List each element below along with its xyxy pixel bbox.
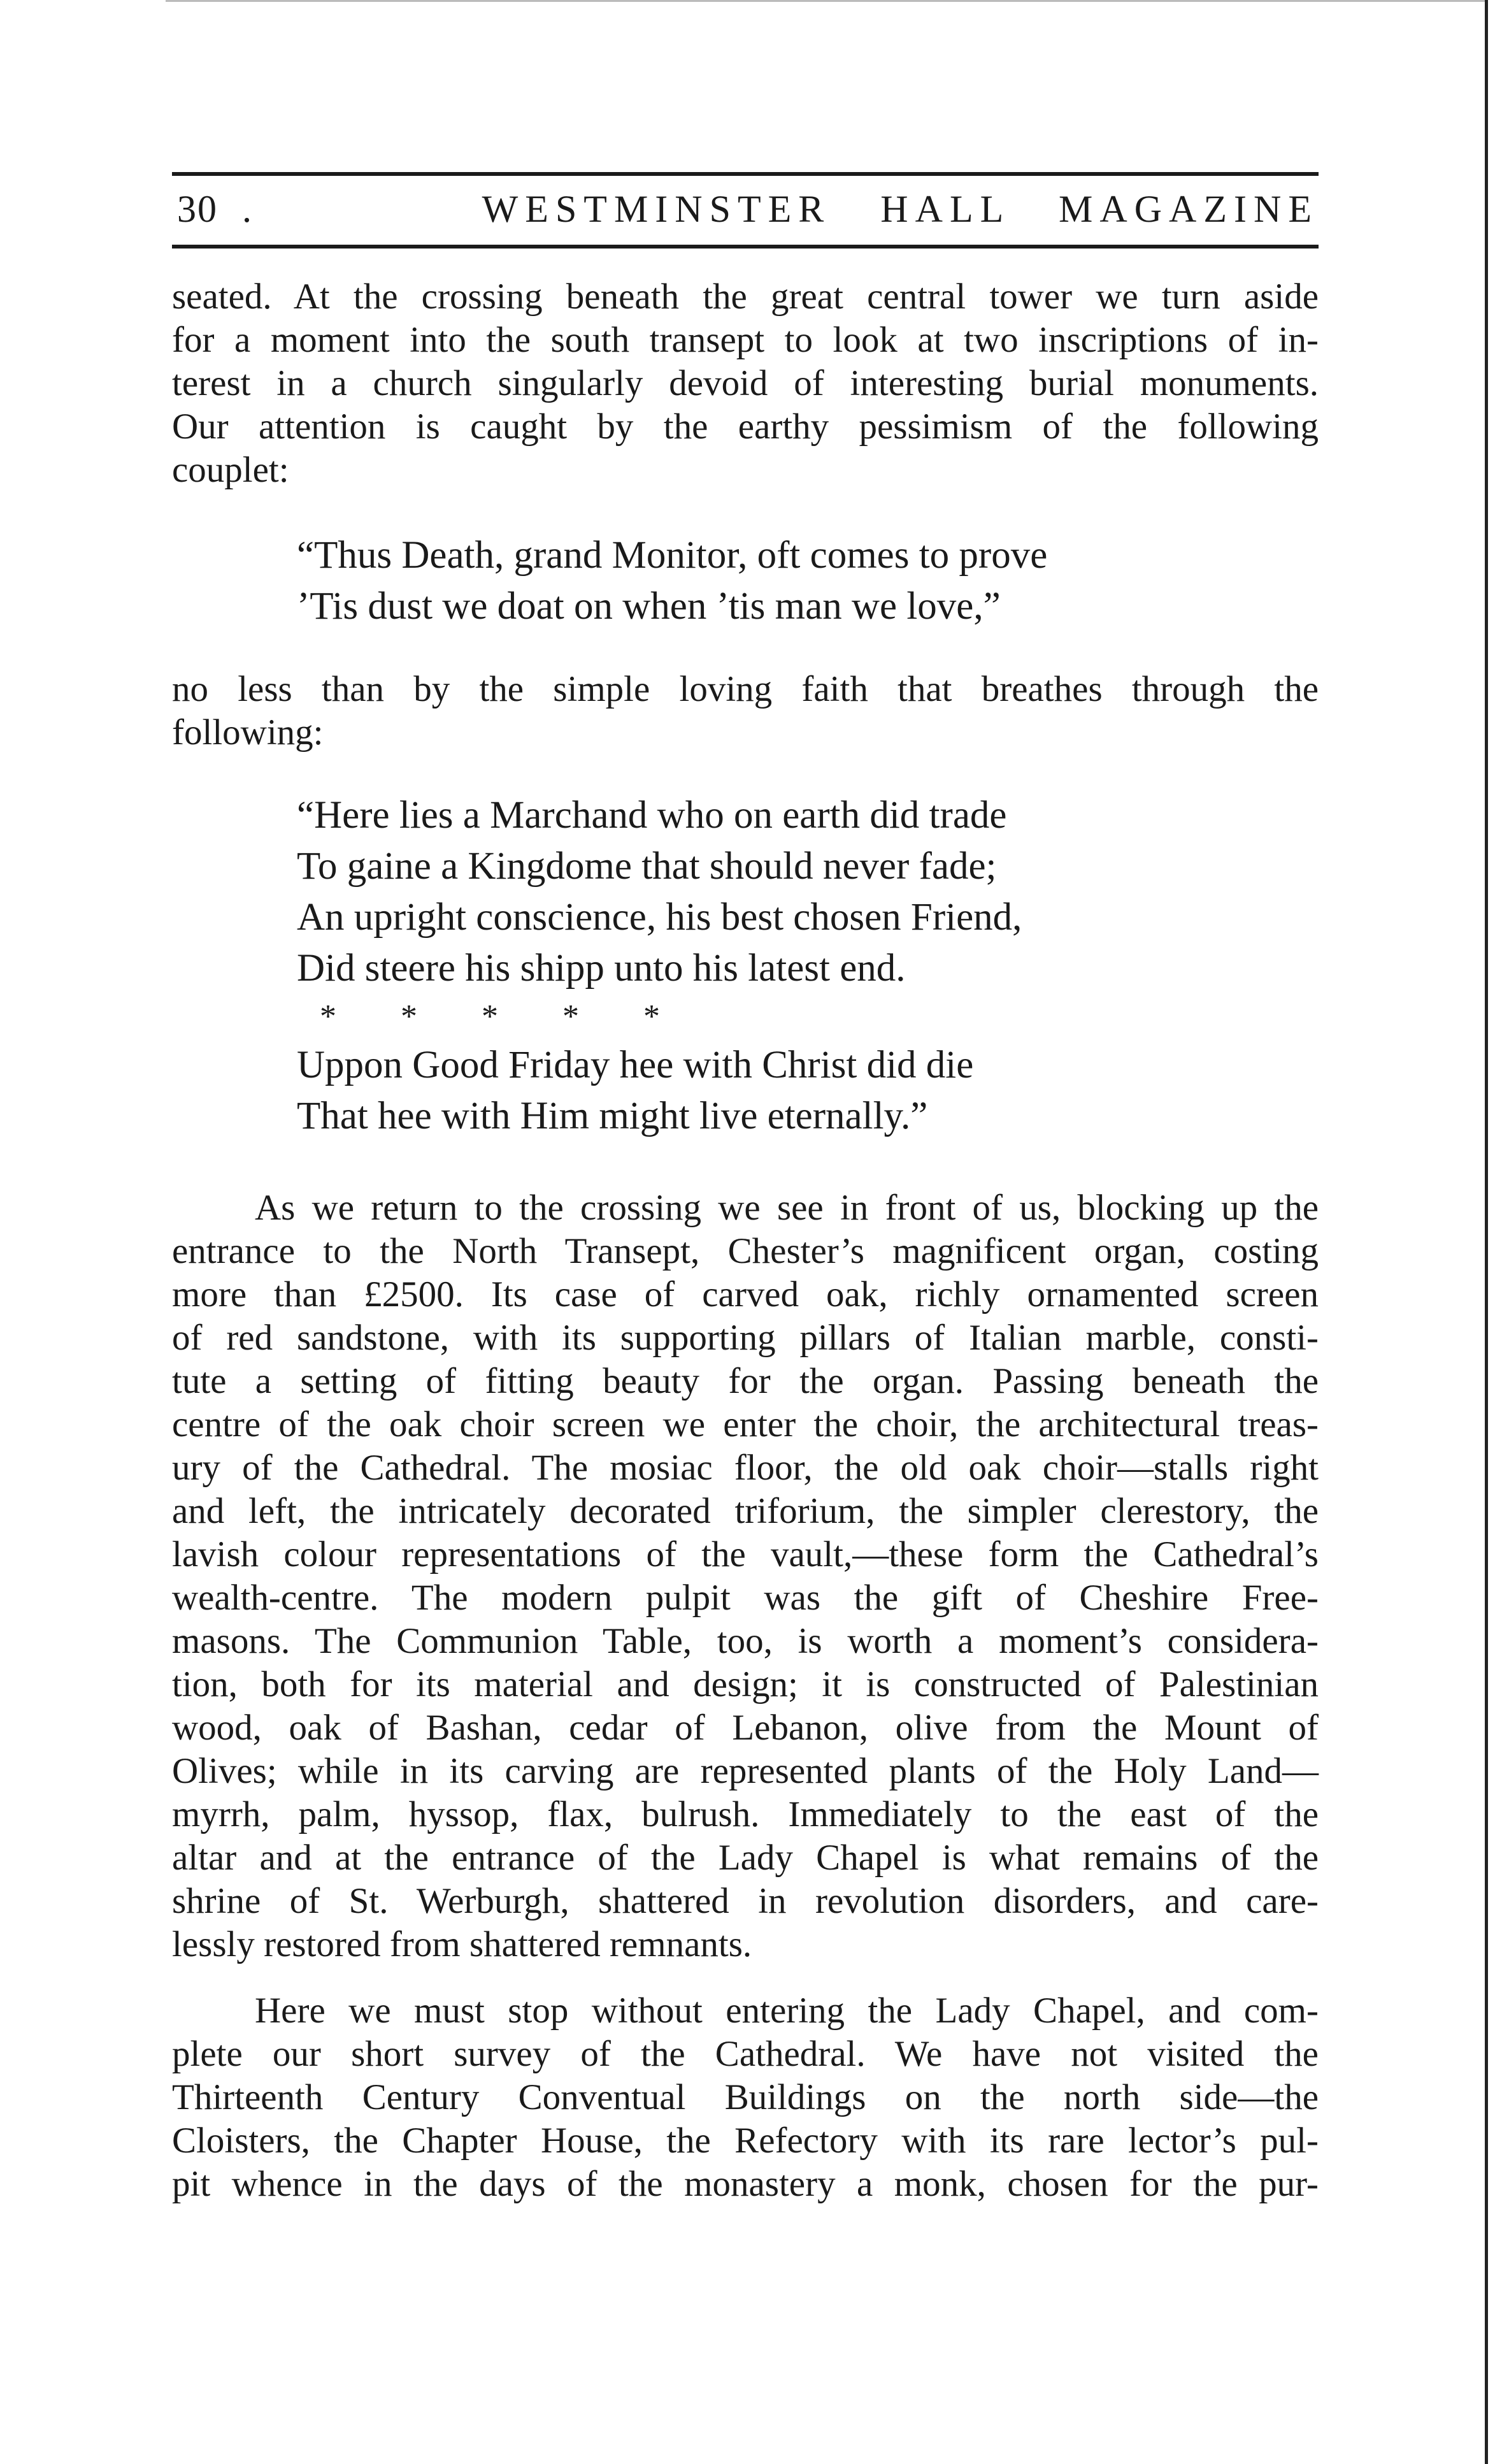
ornamental-stars: * * * * *	[320, 998, 688, 1035]
text-line: tion, both for its material and design; it is constructed of Palestinian	[172, 1664, 1319, 1704]
text-line: wood, oak of Bashan, cedar of Lebanon, olive from the Mount of	[172, 1708, 1319, 1748]
text-line: tute a setting of fitting beauty for the organ. Passing beneath the	[172, 1361, 1319, 1401]
text-line: lavish colour representations of the vault,—these form the Cathedral’s	[172, 1534, 1319, 1574]
verse-line: “Here lies a Marchand who on earth did trade	[297, 794, 1007, 837]
verse-line: Uppon Good Friday hee with Christ did die	[297, 1044, 974, 1086]
verse-couplet	[172, 530, 1319, 632]
header-separator: .	[242, 188, 252, 230]
text-line: more than £2500. Its case of carved oak, richly ornamented screen	[172, 1274, 1319, 1315]
text-line: masons. The Communion Table, too, is worth a moment’s considera-	[172, 1621, 1319, 1661]
page-number: 30	[177, 188, 218, 230]
paragraph-3	[172, 1186, 1319, 1966]
verse-line: Did steere his shipp unto his latest end.	[297, 947, 906, 990]
text-line: As we return to the crossing we see in front of us, blocking up the	[255, 1188, 1319, 1228]
verse-epitaph-end	[172, 1040, 1319, 1142]
text-line: centre of the oak choir screen we enter the choir, the architectural treas-	[172, 1404, 1319, 1445]
magazine-title: WESTMINSTER HALL MAGAZINE	[482, 188, 1319, 230]
verse-line: That hee with Him might live eternally.”	[297, 1095, 928, 1137]
verse-line: “Thus Death, grand Monitor, oft comes to prove	[297, 534, 1048, 577]
text-line: lessly restored from shattered remnants.	[172, 1924, 752, 1964]
text-line: plete our short survey of the Cathedral. We have not visited the	[172, 2034, 1319, 2074]
text-line: ury of the Cathedral. The mosiac floor, the old oak choir—stalls right	[172, 1448, 1319, 1488]
verse-line: An upright conscience, his best chosen Friend,	[297, 896, 1022, 939]
text-line: shrine of St. Werburgh, shattered in revolution disorders, and care-	[172, 1881, 1319, 1921]
text-line: of red sandstone, with its supporting pillars of Italian marble, consti-	[172, 1318, 1319, 1358]
verse-line: ’Tis dust we doat on when ’tis man we love,”	[297, 585, 1001, 628]
text-line: wealth-centre. The modern pulpit was the gift of Cheshire Free-	[172, 1578, 1319, 1618]
text-line: no less than by the simple loving faith that breathes through the	[172, 669, 1319, 709]
text-line: entrance to the North Transept, Chester’s magnificent organ, costing	[172, 1231, 1319, 1271]
text-line: for a moment into the south transept to look at two inscriptions of in-	[172, 320, 1319, 360]
text-line: myrrh, palm, hyssop, flax, bulrush. Immediately to the east of the	[172, 1794, 1319, 1834]
paragraph-1	[172, 275, 1319, 492]
text-line: Thirteenth Century Conventual Buildings on the north side—the	[172, 2077, 1319, 2117]
text-line: couplet:	[172, 450, 289, 490]
page-top-edge	[166, 0, 1488, 2]
text-line: and left, the intricately decorated triforium, the simpler clerestory, the	[172, 1491, 1319, 1531]
text-line: altar and at the entrance of the Lady Chapel is what remains of the	[172, 1838, 1319, 1878]
text-line: Here we must stop without entering the Lady Chapel, and com-	[255, 1991, 1319, 2031]
text-line: terest in a church singularly devoid of interesting burial monuments.	[172, 363, 1319, 403]
text-line: following:	[172, 712, 324, 753]
article-body	[172, 275, 1319, 2206]
text-line: Our attention is caught by the earthy pessimism of the following	[172, 407, 1319, 447]
text-line: pit whence in the days of the monastery a monk, chosen for the pur-	[172, 2164, 1319, 2204]
text-line: Cloisters, the Chapter House, the Refectory with its rare lector’s pul-	[172, 2121, 1319, 2161]
text-line: seated. At the crossing beneath the great central tower we turn aside	[172, 277, 1319, 317]
text-line: Olives; while in its carving are represented plants of the Holy Land—	[172, 1751, 1319, 1791]
paragraph-2	[172, 668, 1319, 754]
verse-line: To gaine a Kingdome that should never fade;	[297, 845, 997, 888]
page-binding-edge	[1485, 0, 1488, 2464]
verse-epitaph	[172, 790, 1319, 994]
running-header	[172, 172, 1319, 249]
paragraph-4	[172, 1989, 1319, 2206]
